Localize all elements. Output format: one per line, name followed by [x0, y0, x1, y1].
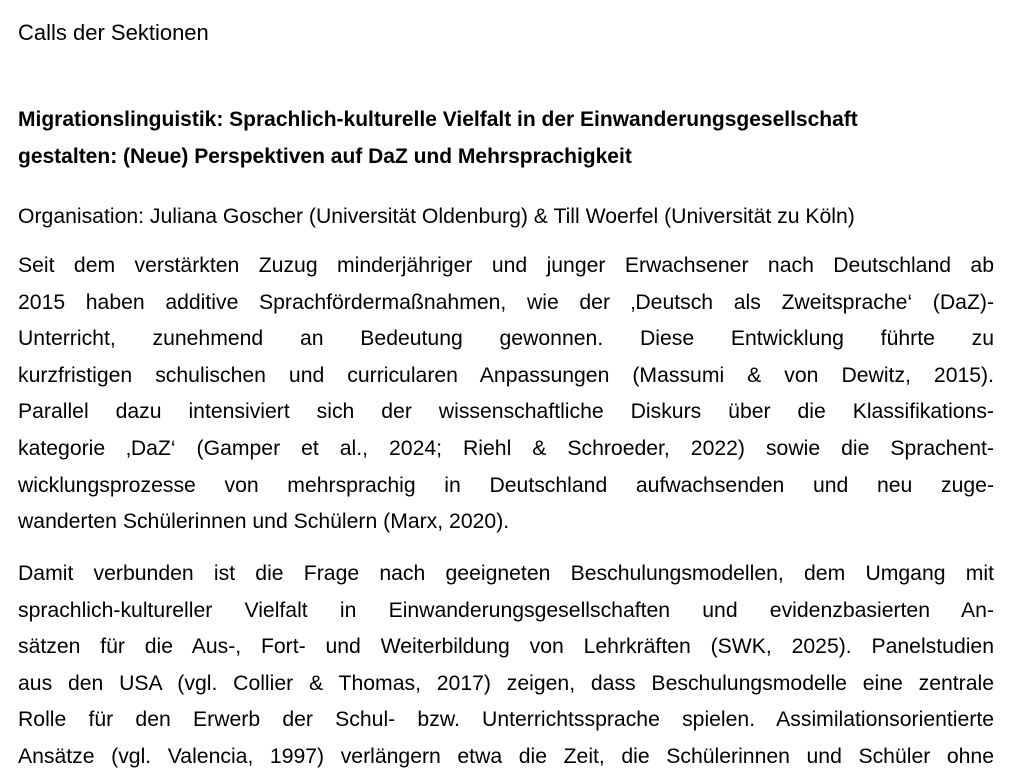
paragraph-line: Parallel dazu intensiviert sich der wissenschaftliche Diskurs über die Klassifikations-	[18, 400, 994, 424]
paragraph-line: wanderten Schülerinnen und Schülern (Marx, 2020).	[18, 510, 510, 534]
paragraph-line: Seit dem verstärkten Zuzug minderjähriger und junger Erwachsener nach Deutschland ab	[18, 254, 994, 277]
paragraph-line: Unterricht, zunehmend an Bedeutung gewonnen. Diese Entwicklung führte zu	[18, 327, 994, 351]
paragraph-line: wicklungsprozesse von mehrsprachig in Deutschland aufwachsenden und neu zuge-	[18, 473, 994, 497]
paragraph-line: Rolle für den Erwerb der Schul- bzw. Unterrichtssprache spielen. Assimilationsorientierte	[18, 708, 994, 732]
paragraph-line: sprachlich-kultureller Vielfalt in Einwanderungsgesellschaften und evidenzbasierten An-	[18, 598, 994, 622]
paragraph-line: Damit verbunden ist die Frage nach geeigneten Beschulungsmodellen, dem Umgang mit	[18, 562, 994, 585]
body-paragraph	[18, 556, 994, 776]
section-header: Calls der Sektionen	[18, 20, 209, 45]
paragraph-line: 2015 haben additive Sprachfördermaßnahmen, wie der ‚Deutsch als Zweitsprache‘ (DaZ)-	[18, 290, 994, 314]
section-title	[18, 101, 858, 175]
paragraph-line: aus den USA (vgl. Collier & Thomas, 2017) zeigen, dass Beschulungsmodelle eine zentrale	[18, 671, 994, 695]
paragraph-line: kurzfristigen schulischen und curricularen Anpassungen (Massumi & von Dewitz, 2015).	[18, 363, 994, 387]
paragraph-line: kategorie ‚DaZ‘ (Gamper et al., 2024; Riehl & Schroeder, 2022) sowie die Sprachent-	[18, 436, 994, 460]
organisation-line: Organisation: Juliana Goscher (Universität Oldenburg) & Till Woerfel (Universität zu Köln)	[18, 205, 855, 228]
section-title-line: Migrationslinguistik: Sprachlich-kulturelle Vielfalt in der Einwanderungsgesellschaft	[18, 108, 858, 131]
body-paragraph	[18, 248, 994, 541]
section-title-line: gestalten: (Neue) Perspektiven auf DaZ und Mehrsprachigkeit	[18, 145, 632, 168]
paragraph-line: Ansätze (vgl. Valencia, 1997) verlängern etwa die Zeit, die Schülerinnen und Schüler ohne	[18, 744, 994, 768]
paragraph-line: sätzen für die Aus-, Fort- und Weiterbildung von Lehrkräften (SWK, 2025). Panelstudien	[18, 635, 994, 659]
